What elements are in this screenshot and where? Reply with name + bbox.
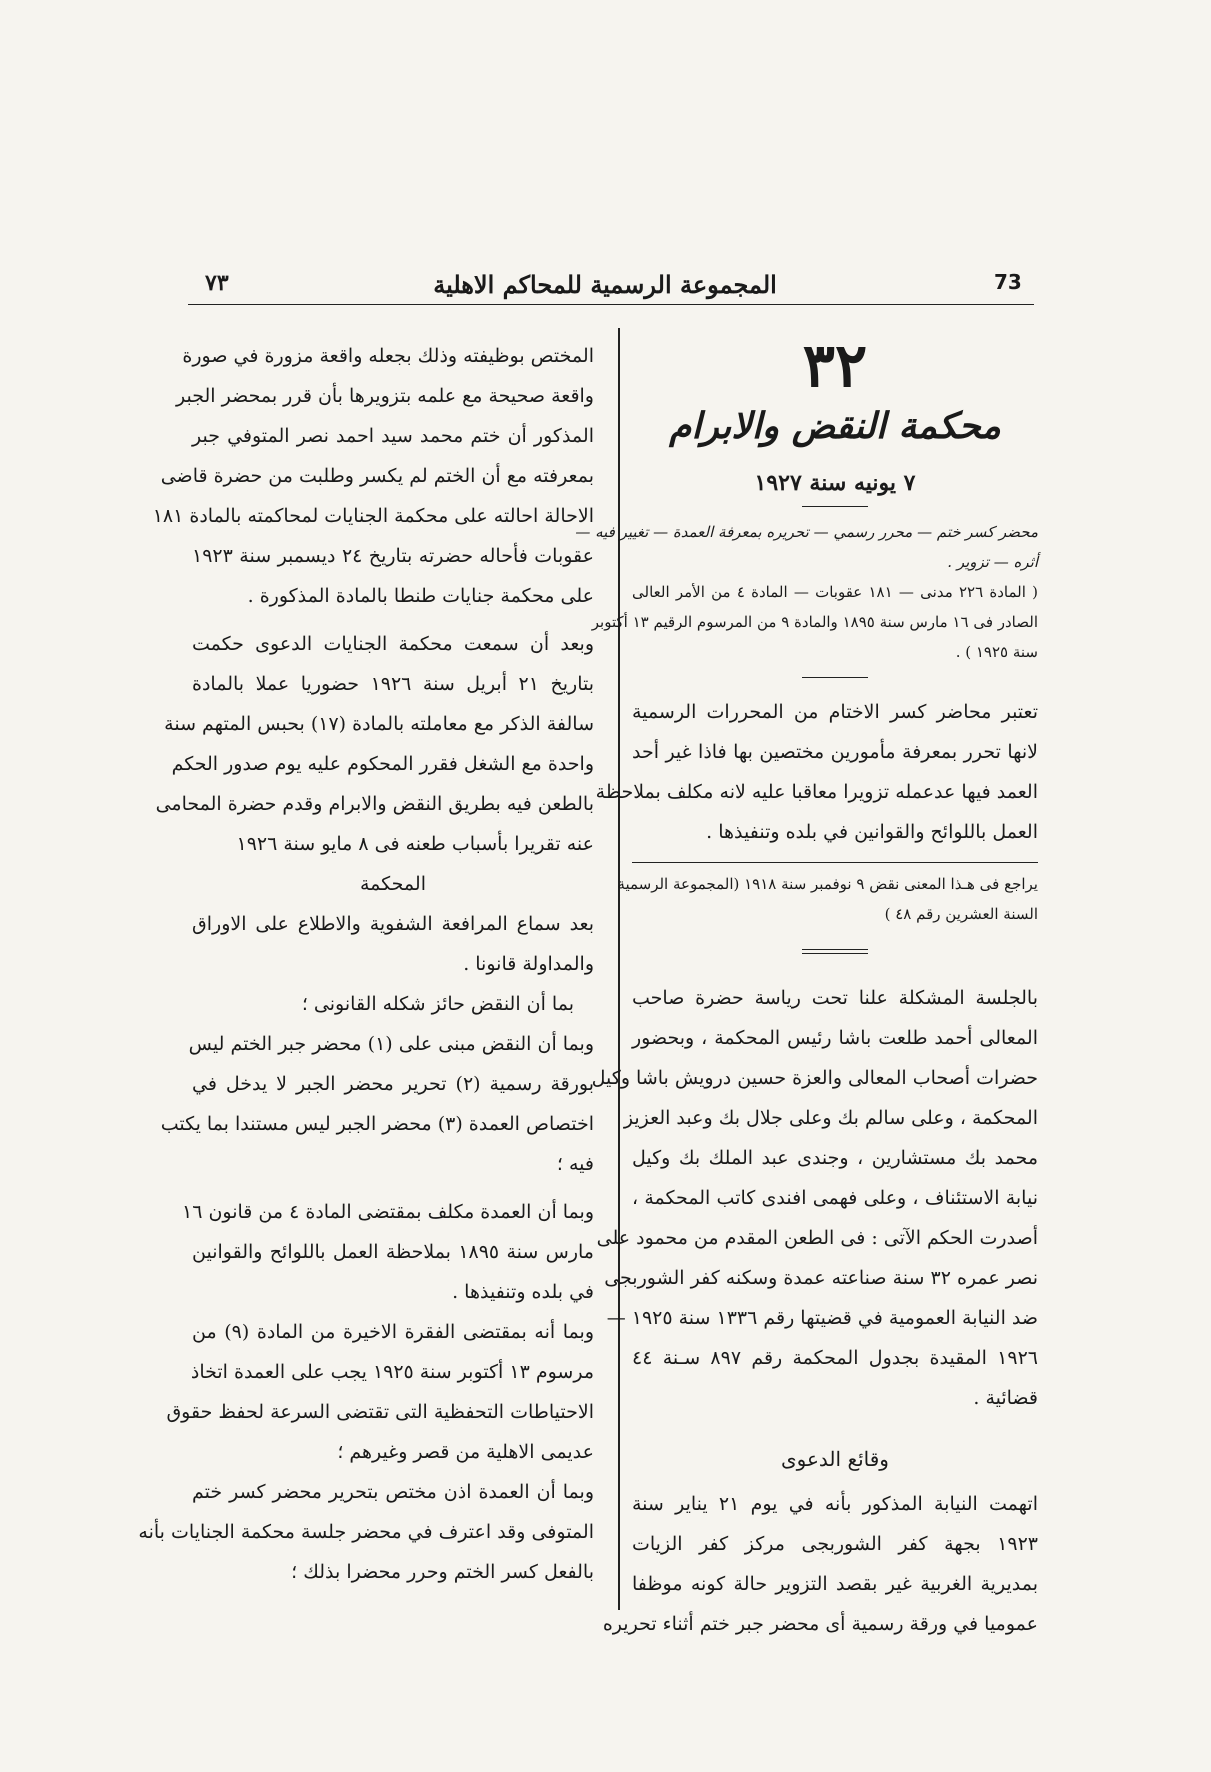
header-rule [188, 304, 1034, 305]
legal-principle [595, 692, 1038, 852]
page-number-latin: 73 [994, 270, 1022, 294]
reference-line: يراجع فى هـذا المعنى نقض ٩ نوفمبر سنة ١٩١٨ (المجموعة الرسمية [617, 875, 1038, 893]
court-name: محكمة النقض والابرام [669, 405, 1001, 447]
facts-paragraph [602, 1484, 1038, 1644]
text-line: سالفة الذكر مع معاملته بالمادة (١٧) بحبس المتهم سنة [164, 713, 594, 735]
text-line: وبعد أن سمعت محكمة الجنايات الدعوى حكمت [192, 633, 594, 655]
text-line: فيه ؛ [556, 1153, 594, 1175]
paragraph [166, 1312, 594, 1472]
paragraph [160, 1024, 595, 1184]
page-number-arabic: ٧٣ [205, 270, 229, 296]
left-column [138, 336, 595, 1592]
text-line: بتاريخ ٢١ أبريل سنة ١٩٢٦ حضوريا عملا بالمادة [192, 673, 595, 695]
text-line: بعد سماع المرافعة الشفوية والاطلاع على الاوراق [192, 913, 594, 935]
principle-line: العمد فيها عدعمله تزويرا معاقبا عليه لانه مكلف بملاحظة [595, 781, 1038, 803]
date-rule [802, 506, 868, 507]
session-line: أصدرت الحكم الآتى : فى الطعن المقدم من محمود على [596, 1227, 1038, 1249]
session-line: ١٩٢٦ المقيدة بجدول المحكمة رقم ٨٩٧ سـنة ٤٤ [632, 1347, 1038, 1369]
keywords-line: محضر كسر ختم — محرر رسمي — تحريره بمعرفة العمدة — تغيير فيه — [575, 523, 1038, 541]
session-line: نيابة الاستئناف ، وعلى فهمى افندى كاتب المحكمة ، [632, 1187, 1038, 1209]
reference-line: السنة العشرين رقم ٤٨ ) [884, 905, 1038, 923]
paragraph [138, 1472, 594, 1592]
case-date: ٧ يونيه سنة ١٩٢٧ [754, 470, 916, 496]
facts-line: اتهمت النيابة المذكور بأنه في يوم ٢١ يناير سنة [632, 1493, 1038, 1515]
session-line: قضائية . [973, 1387, 1038, 1409]
double-rule [802, 949, 868, 954]
text-line: واقعة صحيحة مع علمه بتزويرها بأن قرر بمحضر الجبر [176, 385, 594, 407]
case-number: ٣٢ [802, 331, 868, 401]
running-header-title: المجموعة الرسمية للمحاكم الاهلية [433, 270, 777, 299]
summary-rule [632, 862, 1038, 863]
principle-line: العمل باللوائح والقوانين في بلده وتنفيذها . [706, 821, 1038, 843]
articles-line: الصادر فى ١٦ مارس سنة ١٨٩٥ والمادة ٩ من المرسوم الرقيم ١٣ أكتوبر [591, 613, 1038, 631]
text-line: واحدة مع الشغل فقرر المحكوم عليه يوم صدور الحكم [171, 753, 594, 775]
text-line: وبما أنه بمقتضى الفقرة الاخيرة من المادة (٩) من [192, 1321, 594, 1343]
text-line: المختص بوظيفته وذلك بجعله واقعة مزورة في صورة [182, 345, 594, 367]
text-line: الاحالة احالته على محكمة الجنايات لمحاكمته بالمادة ١٨١ [152, 505, 594, 527]
articles-line: سنة ١٩٢٥ ) . [955, 643, 1038, 661]
paragraph [192, 904, 594, 984]
text-line: الاحتياطات التحفظية التى تقتضى السرعة لحفظ حقوق [166, 1401, 594, 1423]
section-rule [802, 677, 868, 678]
session-line: ضد النيابة العمومية في قضيتها رقم ١٣٣٦ سنة ١٩٢٥ — [606, 1307, 1038, 1329]
text-line: وبما أن النقض مبنى على (١) محضر جبر الختم ليس [188, 1033, 594, 1055]
paragraph [182, 1192, 594, 1312]
court-heading: المحكمة [360, 873, 426, 895]
text-line: والمداولة قانونا . [463, 953, 594, 975]
text-line: عنه تقريرا بأسباب طعنه فى ٨ مايو سنة ١٩٢٦ [236, 833, 594, 855]
text-line: بورقة رسمية (٢) تحرير محضر الجبر لا يدخل في [192, 1073, 595, 1095]
principle-line: تعتبر محاضر كسر الاختام من المحررات الرسمية [632, 701, 1038, 723]
text-line: اختصاص العمدة (٣) محضر الجبر ليس مستندا بما يكتب [160, 1113, 594, 1135]
principle-line: لانها تحرر بمعرفة مأمورين مختصين بها فاذا غير أحد [632, 741, 1038, 763]
text-line: مرسوم ١٣ أكتوبر سنة ١٩٢٥ يجب على العمدة اتخاذ [190, 1361, 594, 1383]
session-line: حضرات أصحاب المعالى والعزة حسين درويش باشا وكيل [591, 1067, 1038, 1089]
facts-line: ١٩٢٣ بجهة كفر الشوربجى مركز كفر الزيات [632, 1533, 1038, 1555]
paragraph [155, 624, 595, 864]
text-line: بما أن النقض حائز شكله القانونى ؛ [301, 993, 574, 1015]
text-line: عقوبات فأحاله حضرته بتاريخ ٢٤ ديسمبر سنة ١٩٢٣ [192, 545, 594, 567]
session-paragraph [591, 978, 1038, 1418]
text-line: بالطعن فيه بطريق النقض والابرام وقدم حضرة المحامى [155, 793, 594, 815]
session-line: بالجلسة المشكلة علنا تحت رياسة حضرة صاحب [632, 987, 1038, 1009]
facts-line: عموميا في ورقة رسمية أى محضر جبر ختم أثناء تحريره [602, 1613, 1038, 1635]
text-line: وبما أن العمدة مكلف بمقتضى المادة ٤ من قانون ١٦ [182, 1201, 594, 1223]
facts-line: بمديرية الغربية غير بقصد التزوير حالة كونه موظفا [632, 1573, 1038, 1595]
keywords-line: أثره — تزوير . [947, 553, 1038, 571]
text-line: المتوفى وقد اعترف في محضر جلسة محكمة الجنايات بأنه [138, 1521, 594, 1543]
text-line: وبما أن العمدة اذن مختص بتحرير محضر كسر ختم [192, 1481, 594, 1503]
keywords-block [575, 517, 1038, 577]
text-line: بمعرفته مع أن الختم لم يكسر وطلبت من حضرة قاضى [160, 465, 594, 487]
text-line: على محكمة جنايات طنطا بالمادة المذكورة . [247, 585, 594, 607]
paragraph [152, 336, 594, 616]
paragraph [192, 984, 594, 1024]
facts-heading: وقائع الدعوى [781, 1447, 889, 1471]
session-line: محمد بك مستشارين ، وجندى عبد الملك بك وكيل [632, 1147, 1038, 1169]
text-line: عديمى الاهلية من قصر وغيرهم ؛ [337, 1441, 594, 1463]
text-line: بالفعل كسر الختم وحرر محضرا بذلك ؛ [291, 1561, 594, 1583]
text-line: مارس سنة ١٨٩٥ بملاحظة العمل باللوائح والقوانين [192, 1241, 594, 1263]
session-line: المعالى أحمد طلعت باشا رئيس المحكمة ، وبحضور [632, 1027, 1038, 1049]
text-line: في بلده وتنفيذها . [452, 1281, 594, 1303]
articles-block [591, 577, 1038, 667]
text-line: المذكور أن ختم محمد سيد احمد نصر المتوفي جبر [192, 425, 594, 447]
session-line: نصر عمره ٣٢ سنة صناعته عمدة وسكنه كفر الشوربجى [604, 1267, 1038, 1289]
session-line: المحكمة ، وعلى سالم بك وعلى جلال بك وعبد العزيز [623, 1107, 1038, 1129]
right-column [575, 330, 1038, 1644]
articles-line: ( المادة ٢٢٦ مدنى — ١٨١ عقوبات — المادة ٤ من الأمر العالى [632, 583, 1038, 601]
reference-note [617, 869, 1038, 929]
